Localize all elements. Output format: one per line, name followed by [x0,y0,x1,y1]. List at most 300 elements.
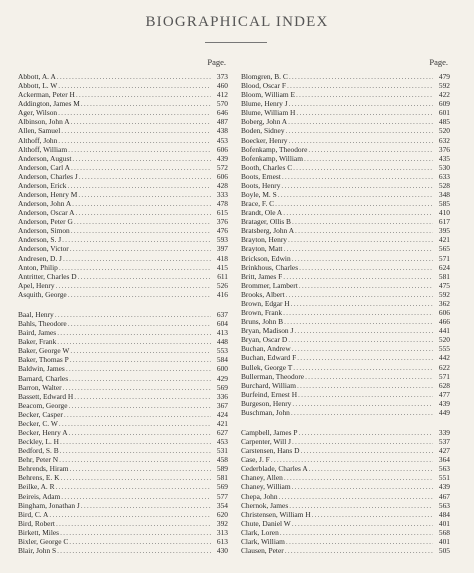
entry-page-number: 593 [216,235,228,245]
entry-page-number: 439 [216,153,228,163]
entry-name: Bratager, Ollis B [241,217,291,227]
entry-name: Beireis, Adam [18,491,61,501]
entry-name: Burfeind, Ernest H [241,389,298,399]
entry-name: Burgeson, Henry [241,398,292,408]
dot-leader [298,390,433,399]
dot-leader [287,81,433,90]
entry-page-number: 589 [216,464,228,474]
dot-leader [275,199,433,208]
entry-page-number: 632 [438,135,450,145]
entry-page-number: 551 [438,473,450,483]
entry-name: Brown, Edgar H [241,298,290,308]
index-entry [18,419,228,428]
index-entry [241,455,450,464]
index-entry [241,244,450,253]
index-entry [18,117,228,126]
entry-name: Asquith, George [18,289,67,299]
dot-leader [72,199,211,208]
dot-leader [69,374,211,383]
dot-leader [61,492,211,501]
dot-leader [69,428,211,437]
entry-name: Bloom, William E [241,90,295,100]
dot-leader [292,519,433,528]
index-entry [241,272,450,281]
entry-page-number: 592 [438,289,450,299]
entry-name: Ackerman, Peter H [18,90,75,100]
entry-name: Blomgren, B. C [241,72,288,81]
entry-name: Blume, Henry J [241,99,288,109]
index-entry [18,163,228,172]
entry-name: Blume, William H [241,108,296,118]
index-entry [18,81,228,90]
entry-page-number: 336 [216,391,228,401]
index-entry [18,464,228,473]
entry-name: Anderson, Oscar A [18,208,75,218]
page-title: BIOGRAPHICAL INDEX [145,14,329,30]
entry-name: Beilke, A. R [18,482,55,492]
entry-page-number: 584 [216,355,228,365]
entry-name: Anderson, Simon [18,226,70,236]
entry-page-number: 563 [438,464,450,474]
index-entry [18,154,228,163]
entry-page-number: 622 [438,362,450,372]
dot-leader [289,501,433,510]
index-entry [18,72,228,81]
entry-page-number: 364 [438,455,450,465]
entry-name: Becker, Casper [18,409,63,419]
dot-leader [288,235,433,244]
index-entry [241,81,450,90]
dot-leader [58,136,211,145]
index-entry [241,226,450,235]
entry-page-number: 592 [438,81,450,91]
index-entry [241,528,450,537]
dot-leader [49,510,211,519]
index-entry [18,528,228,537]
dot-leader [62,235,211,244]
dot-leader [291,408,433,417]
entry-name: Anderson, Charles J [18,171,78,181]
entry-name: Anderson, Victor [18,244,69,254]
dot-leader [289,136,434,145]
index-entry [18,319,228,328]
entry-name: Bixler, George C [18,536,69,546]
entry-name: Boden, Sidney [241,126,285,136]
entry-name: Althoff, William [18,144,68,154]
index-entry [18,328,228,337]
entry-page-number: 484 [438,509,450,519]
index-entry [241,446,450,455]
dot-leader [288,335,433,344]
entry-name: Brickson, Edwin [241,253,291,263]
entry-page-number: 392 [216,518,228,528]
entry-name: Clausen, Peter [241,545,284,555]
index-entry [241,199,450,208]
index-entry [241,136,450,145]
dot-leader [75,208,211,217]
dot-leader [309,464,433,473]
entry-page-number: 418 [216,253,228,263]
index-entry [18,310,228,319]
entry-name: Bingham, Jonathan J [18,500,80,510]
entry-page-number: 520 [438,126,450,136]
dot-leader [59,419,211,428]
entry-page-number: 333 [216,190,228,200]
entry-page-number: 627 [216,427,228,437]
left-column [18,57,228,555]
dot-leader [58,108,211,117]
entry-page-number: 572 [216,162,228,172]
entry-page-number: 421 [216,418,228,428]
entry-page-number: 531 [216,446,228,456]
entry-page-number: 568 [438,527,450,537]
dot-leader [308,145,433,154]
group-separator [18,299,228,310]
entry-page-number: 537 [438,437,450,447]
entry-page-number: 460 [216,81,228,91]
entry-name: Chute, Daniel W [241,518,291,528]
entry-page-number: 479 [438,72,450,81]
dot-leader [64,410,211,419]
dot-leader [81,99,211,108]
index-entry [18,383,228,392]
index-entry [18,208,228,217]
index-entry [241,408,450,417]
entry-page-number: 624 [438,262,450,272]
index-entry [241,108,450,117]
entry-name: Boecker, Henry [241,135,288,145]
index-entry [18,199,228,208]
entry-name: Clark, Loren [241,527,279,537]
dot-leader [71,226,211,235]
dot-leader [74,217,211,226]
entry-name: Bryan, Oscar D [241,335,288,345]
entry-name: Brown, Frank [241,308,283,318]
dot-leader [283,308,433,317]
entry-page-number: 422 [438,90,450,100]
entry-page-number: 449 [438,407,450,417]
dot-leader [57,328,211,337]
entry-page-number: 571 [438,371,450,381]
index-entry [18,401,228,410]
entry-name: Bedford, S. B [18,446,59,456]
entry-page-number: 410 [438,208,450,218]
dot-leader [70,346,211,355]
index-entry [18,272,228,281]
index-entry [241,363,450,372]
entry-name: Baird, James [18,328,57,338]
index-entry [18,90,228,99]
entry-page-number: 429 [216,373,228,383]
entry-name: Boots, Ernest [241,171,281,181]
entry-name: Bruns, John B [241,317,284,327]
entry-name: Baker, George W [18,346,70,356]
entry-page-number: 620 [216,509,228,519]
index-entry [18,281,228,290]
entry-name: Clark, William [241,536,285,546]
index-entry [241,501,450,510]
dot-leader [278,190,433,199]
page-column-header: Page. [207,57,226,67]
entry-name: Althoff, John [18,135,58,145]
entry-name: Becker, C. W [18,418,58,428]
dot-leader [70,464,212,473]
dot-leader [70,244,211,253]
entry-name: Addington, James M [18,99,80,109]
entry-name: Andresen, D. J [18,253,62,263]
entry-name: Brooks, Albert [241,289,285,299]
index-entry [241,353,450,362]
index-entry [241,235,450,244]
entry-name: Buschman, John [241,407,290,417]
entry-name: Blair, John S [18,545,57,555]
dot-leader [292,482,433,491]
dot-leader [297,353,433,362]
dot-leader [292,437,433,446]
index-entry [18,355,228,364]
entry-name: Albinson, John A [18,117,70,127]
dot-leader [286,290,433,299]
index-entry [18,428,228,437]
entry-page-number: 581 [438,271,450,281]
entry-name: Barron, Walter [18,382,62,392]
dot-leader [56,519,211,528]
index-entry [241,519,450,528]
entry-name: Bird, C. A [18,509,49,519]
entry-name: Bratsberg, John A [241,226,295,236]
index-entry [18,346,228,355]
left-entries [18,72,228,555]
entry-page-number: 530 [438,162,450,172]
entry-page-number: 613 [216,536,228,546]
entry-page-number: 577 [216,491,228,501]
index-entry [241,492,450,501]
dot-leader [57,72,211,81]
dot-leader [292,344,433,353]
dot-leader [58,81,211,90]
entry-name: Bassett, Edward H [18,391,74,401]
entry-name: Bullek, George T [241,362,293,372]
entry-name: Chaney, Allen [241,473,283,483]
dot-leader [60,528,211,537]
dot-leader [68,145,211,154]
entry-page-number: 453 [216,437,228,447]
group-separator [241,417,450,428]
dot-leader [295,226,433,235]
index-entry [18,290,228,299]
dot-leader [284,317,433,326]
dot-leader [304,154,433,163]
entry-name: Antritter, Charles D [18,271,77,281]
entry-name: Brace, F. C [241,199,275,209]
dot-leader [289,72,433,81]
dot-leader [70,355,211,364]
index-entry [241,290,450,299]
dot-leader [59,263,211,272]
entry-name: Case, J. F [241,455,270,465]
entry-page-number: 563 [438,500,450,510]
entry-page-number: 505 [438,545,450,555]
entry-page-number: 646 [216,108,228,118]
dot-leader [291,299,433,308]
entry-page-number: 571 [438,253,450,263]
entry-page-number: 570 [216,99,228,109]
dot-leader [57,337,211,346]
index-entry [241,308,450,317]
index-entry [18,263,228,272]
entry-name: Blood, Oscar F [241,81,286,91]
index-entry [241,117,450,126]
entry-name: Allen, Samuel [18,126,61,136]
entry-page-number: 555 [438,344,450,354]
entry-page-number: 520 [438,335,450,345]
index-entry [18,455,228,464]
entry-page-number: 475 [438,280,450,290]
entry-page-number: 435 [438,153,450,163]
entry-page-number: 413 [216,328,228,338]
entry-page-number: 401 [438,518,450,528]
entry-page-number: 487 [216,117,228,127]
entry-page-number: 376 [438,144,450,154]
dot-leader [283,244,433,253]
index-entry [18,244,228,253]
entry-page-number: 477 [438,389,450,399]
index-entry [241,263,450,272]
index-entry [241,145,450,154]
entry-name: Barnard, Charles [18,373,69,383]
entry-page-number: 600 [216,364,228,374]
index-entry [18,181,228,190]
entry-page-number: 467 [438,491,450,501]
index-entry [18,126,228,135]
entry-name: Burchard, William [241,380,296,390]
entry-page-number: 438 [216,126,228,136]
dot-leader [74,392,211,401]
dot-leader [282,172,433,181]
index-entry [241,399,450,408]
entry-name: Carstensen, Hans D [241,446,300,456]
dot-leader [281,181,433,190]
index-entry [241,254,450,263]
entry-page-number: 424 [216,409,228,419]
index-entry [241,464,450,473]
entry-name: Bahls, Theodore [18,319,67,329]
dot-leader [69,401,211,410]
dot-leader [298,428,433,437]
dot-leader [293,163,433,172]
entry-page-number: 526 [216,280,228,290]
entry-name: Ager, Wilson [18,108,58,118]
dot-leader [81,501,211,510]
entry-name: Anderson, Erick [18,180,67,190]
index-entry [18,392,228,401]
entry-page-number: 601 [438,108,450,118]
index-entry [18,108,228,117]
entry-name: Anton, Philip [18,262,58,272]
entry-page-number: 401 [438,536,450,546]
entry-name: Brayton, Matt [241,244,283,254]
entry-name: Bryan, Madison J [241,326,294,336]
index-entry [241,428,450,437]
entry-page-number: 367 [216,400,228,410]
index-entry [241,317,450,326]
dot-leader [292,254,433,263]
dot-leader [296,108,433,117]
index-entry [241,437,450,446]
index-entry [241,181,450,190]
dot-leader [71,163,211,172]
entry-page-number: 569 [216,482,228,492]
entry-page-number: 637 [216,309,228,319]
index-entry [241,126,450,135]
index-entry [241,510,450,519]
entry-name: Brommer, Lambert [241,280,298,290]
dot-leader [56,281,211,290]
dot-leader [301,446,434,455]
entry-name: Anderson, Henry M [18,190,78,200]
entry-page-number: 376 [216,217,228,227]
entry-page-number: 528 [438,180,450,190]
entry-page-number: 478 [216,199,228,209]
entry-page-number: 615 [216,208,228,218]
index-entry [18,492,228,501]
entry-page-number: 354 [216,500,228,510]
entry-page-number: 428 [216,180,228,190]
entry-name: Booth, Charles C [241,162,293,172]
entry-name: Christensen, William H [241,509,311,519]
index-entry [241,473,450,482]
index-entry [241,163,450,172]
entry-page-number: 604 [216,319,228,329]
entry-page-number: 606 [438,308,450,318]
index-entry [18,217,228,226]
index-entry [241,381,450,390]
dot-leader [286,126,433,135]
dot-leader [283,208,433,217]
right-entries [241,72,450,555]
entry-page-number: 441 [438,326,450,336]
index-entry [18,537,228,546]
entry-name: Bofenkamp, Theodore [241,144,308,154]
entry-page-number: 458 [216,455,228,465]
dot-leader [57,546,211,555]
index-entry [18,446,228,455]
entry-name: Britt, James F [241,271,283,281]
index-entry [241,190,450,199]
entry-name: Baker, Frank [18,337,57,347]
right-column [241,57,450,555]
dot-leader [271,455,433,464]
entry-page-number: 442 [438,353,450,363]
entry-page-number: 439 [438,398,450,408]
dot-leader [59,455,211,464]
entry-page-number: 617 [438,217,450,227]
index-entry [18,172,228,181]
entry-page-number: 606 [216,171,228,181]
index-entry [241,72,450,81]
index-entry [18,226,228,235]
entry-page-number: 362 [438,298,450,308]
entry-page-number: 427 [438,446,450,456]
index-entry [18,546,228,555]
entry-page-number: 485 [438,117,450,127]
entry-name: Cederblade, Charles A [241,464,308,474]
entry-name: Campbell, James P [241,427,298,437]
index-entry [241,335,450,344]
dot-leader [285,546,433,555]
dot-leader [79,172,211,181]
dot-leader [61,126,211,135]
